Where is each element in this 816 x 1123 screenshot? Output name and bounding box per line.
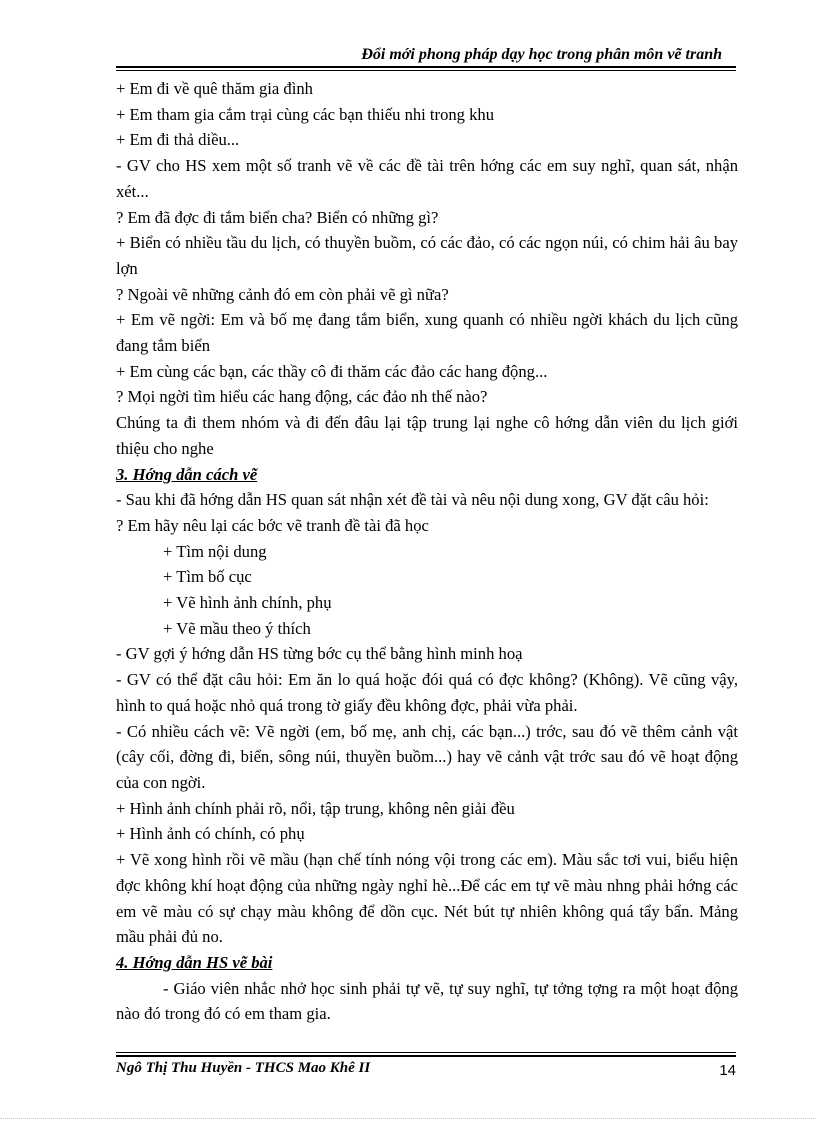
step-item: + Vẽ hình ảnh chính, phụ — [163, 593, 332, 613]
body-line: ? Mọi ngời tìm hiểu các hang động, các đảo nh thế nào? — [116, 387, 488, 407]
body-line: + Em vẽ ngời: Em và bố mẹ đang tắm biển, xung quanh có nhiều ngời khách du lịch cũng đang tắm biển — [116, 310, 738, 356]
body-line: - Giáo viên nhắc nhở học sinh phải tự vẽ, tự suy nghĩ, tự tởng tợng ra một hoạt động nào đó trong đó có em tham gia. — [116, 978, 738, 1024]
body-line: + Vẽ xong hình rồi vẽ mầu (hạn chế tính nóng vội trong các em). Màu sắc tơi vui, biểu hiện đợc không khí hoạt động của những ngày nghỉ hè...Để các em tự vẽ màu nhng phải hớng các em vẽ màu có sự chạy màu không để dồn cục. Nét bút tự nhiên không quá tẩy bẩn. Mảng mầu phải đủ no. — [116, 850, 738, 947]
body-line: + Em đi thả diều... — [116, 130, 240, 150]
body-line: Chúng ta đi them nhóm và đi đến đâu lại tập trung lại nghe cô hớng dẫn viên du lịch giới thiệu cho nghe — [116, 413, 738, 458]
page-number: 14 — [719, 1062, 736, 1079]
body-line: + Hình ảnh có chính, có phụ — [116, 824, 305, 844]
body-line: + Em đi về quê thăm gia đình — [116, 79, 313, 98]
body-line: ? Ngoài vẽ những cảnh đó em còn phải vẽ gì nữa? — [116, 284, 449, 304]
page-edge-dotted-line — [0, 1118, 816, 1119]
document-body — [116, 76, 738, 1027]
body-line: - GV gợi ý hớng dẫn HS từng bớc cụ thể bằng hình minh hoạ — [116, 644, 523, 664]
header-rule-thin — [116, 70, 736, 71]
section-heading-3: 3. Hớng dẫn cách vẽ — [116, 464, 258, 484]
footer-author: Ngô Thị Thu Huyền - THCS Mao Khê II — [116, 1060, 371, 1076]
body-line: + Em tham gia cắm trại cùng các bạn thiếu nhi trong khu — [116, 104, 494, 124]
footer-rule-thin — [116, 1052, 736, 1053]
section-heading-4: 4. Hớng dẫn HS vẽ bài — [116, 952, 273, 972]
body-line: ? Em đã đợc đi tắm biển cha? Biển có những gì? — [116, 207, 439, 227]
footer-rule-thick — [116, 1055, 736, 1057]
header-title: Đổi mới phong pháp dạy học trong phân môn vẽ tranh — [361, 46, 722, 63]
step-item: + Tìm nội dung — [163, 541, 267, 561]
body-line: - Có nhiều cách vẽ: Vẽ ngời (em, bố mẹ, anh chị, các bạn...) trớc, sau đó vẽ thêm cảnh vật (cây cối, đờng đi, biển, sông núi, thuyền buồm...) hay vẽ cảnh vật trớc sau đó vẽ hoạt động của con ngời. — [116, 721, 738, 792]
body-line: - Sau khi đã hớng dẫn HS quan sát nhận xét đề tài và nêu nội dung xong, GV đặt câu hỏi: — [116, 490, 709, 510]
step-item: + Tìm bố cục — [163, 567, 252, 587]
body-line: + Em cùng các bạn, các thầy cô đi thăm các đảo các hang động... — [116, 361, 548, 381]
body-line: + Biển có nhiều tầu du lịch, có thuyền buồm, có các đảo, có các ngọn núi, có chim hải âu bay lợn — [116, 233, 738, 278]
body-line: + Hình ảnh chính phải rõ, nổi, tập trung, không nên giải đều — [116, 798, 515, 818]
body-line: ? Em hãy nêu lại các bớc vẽ tranh đề tài đã học — [116, 515, 429, 535]
body-line: - GV có thể đặt câu hỏi: Em ăn lo quá hoặc đói quá có đợc không? (Không). Vẽ cũng vậy, hình to quá hoặc nhỏ quá trong tờ giấy đều không đợc, phải vừa phải. — [116, 670, 738, 715]
step-item: + Vẽ mầu theo ý thích — [163, 618, 311, 638]
body-line: - GV cho HS xem một số tranh vẽ về các đề tài trên hớng các em suy nghĩ, quan sát, nhận xét... — [116, 156, 738, 201]
header-rule-thick — [116, 66, 736, 68]
